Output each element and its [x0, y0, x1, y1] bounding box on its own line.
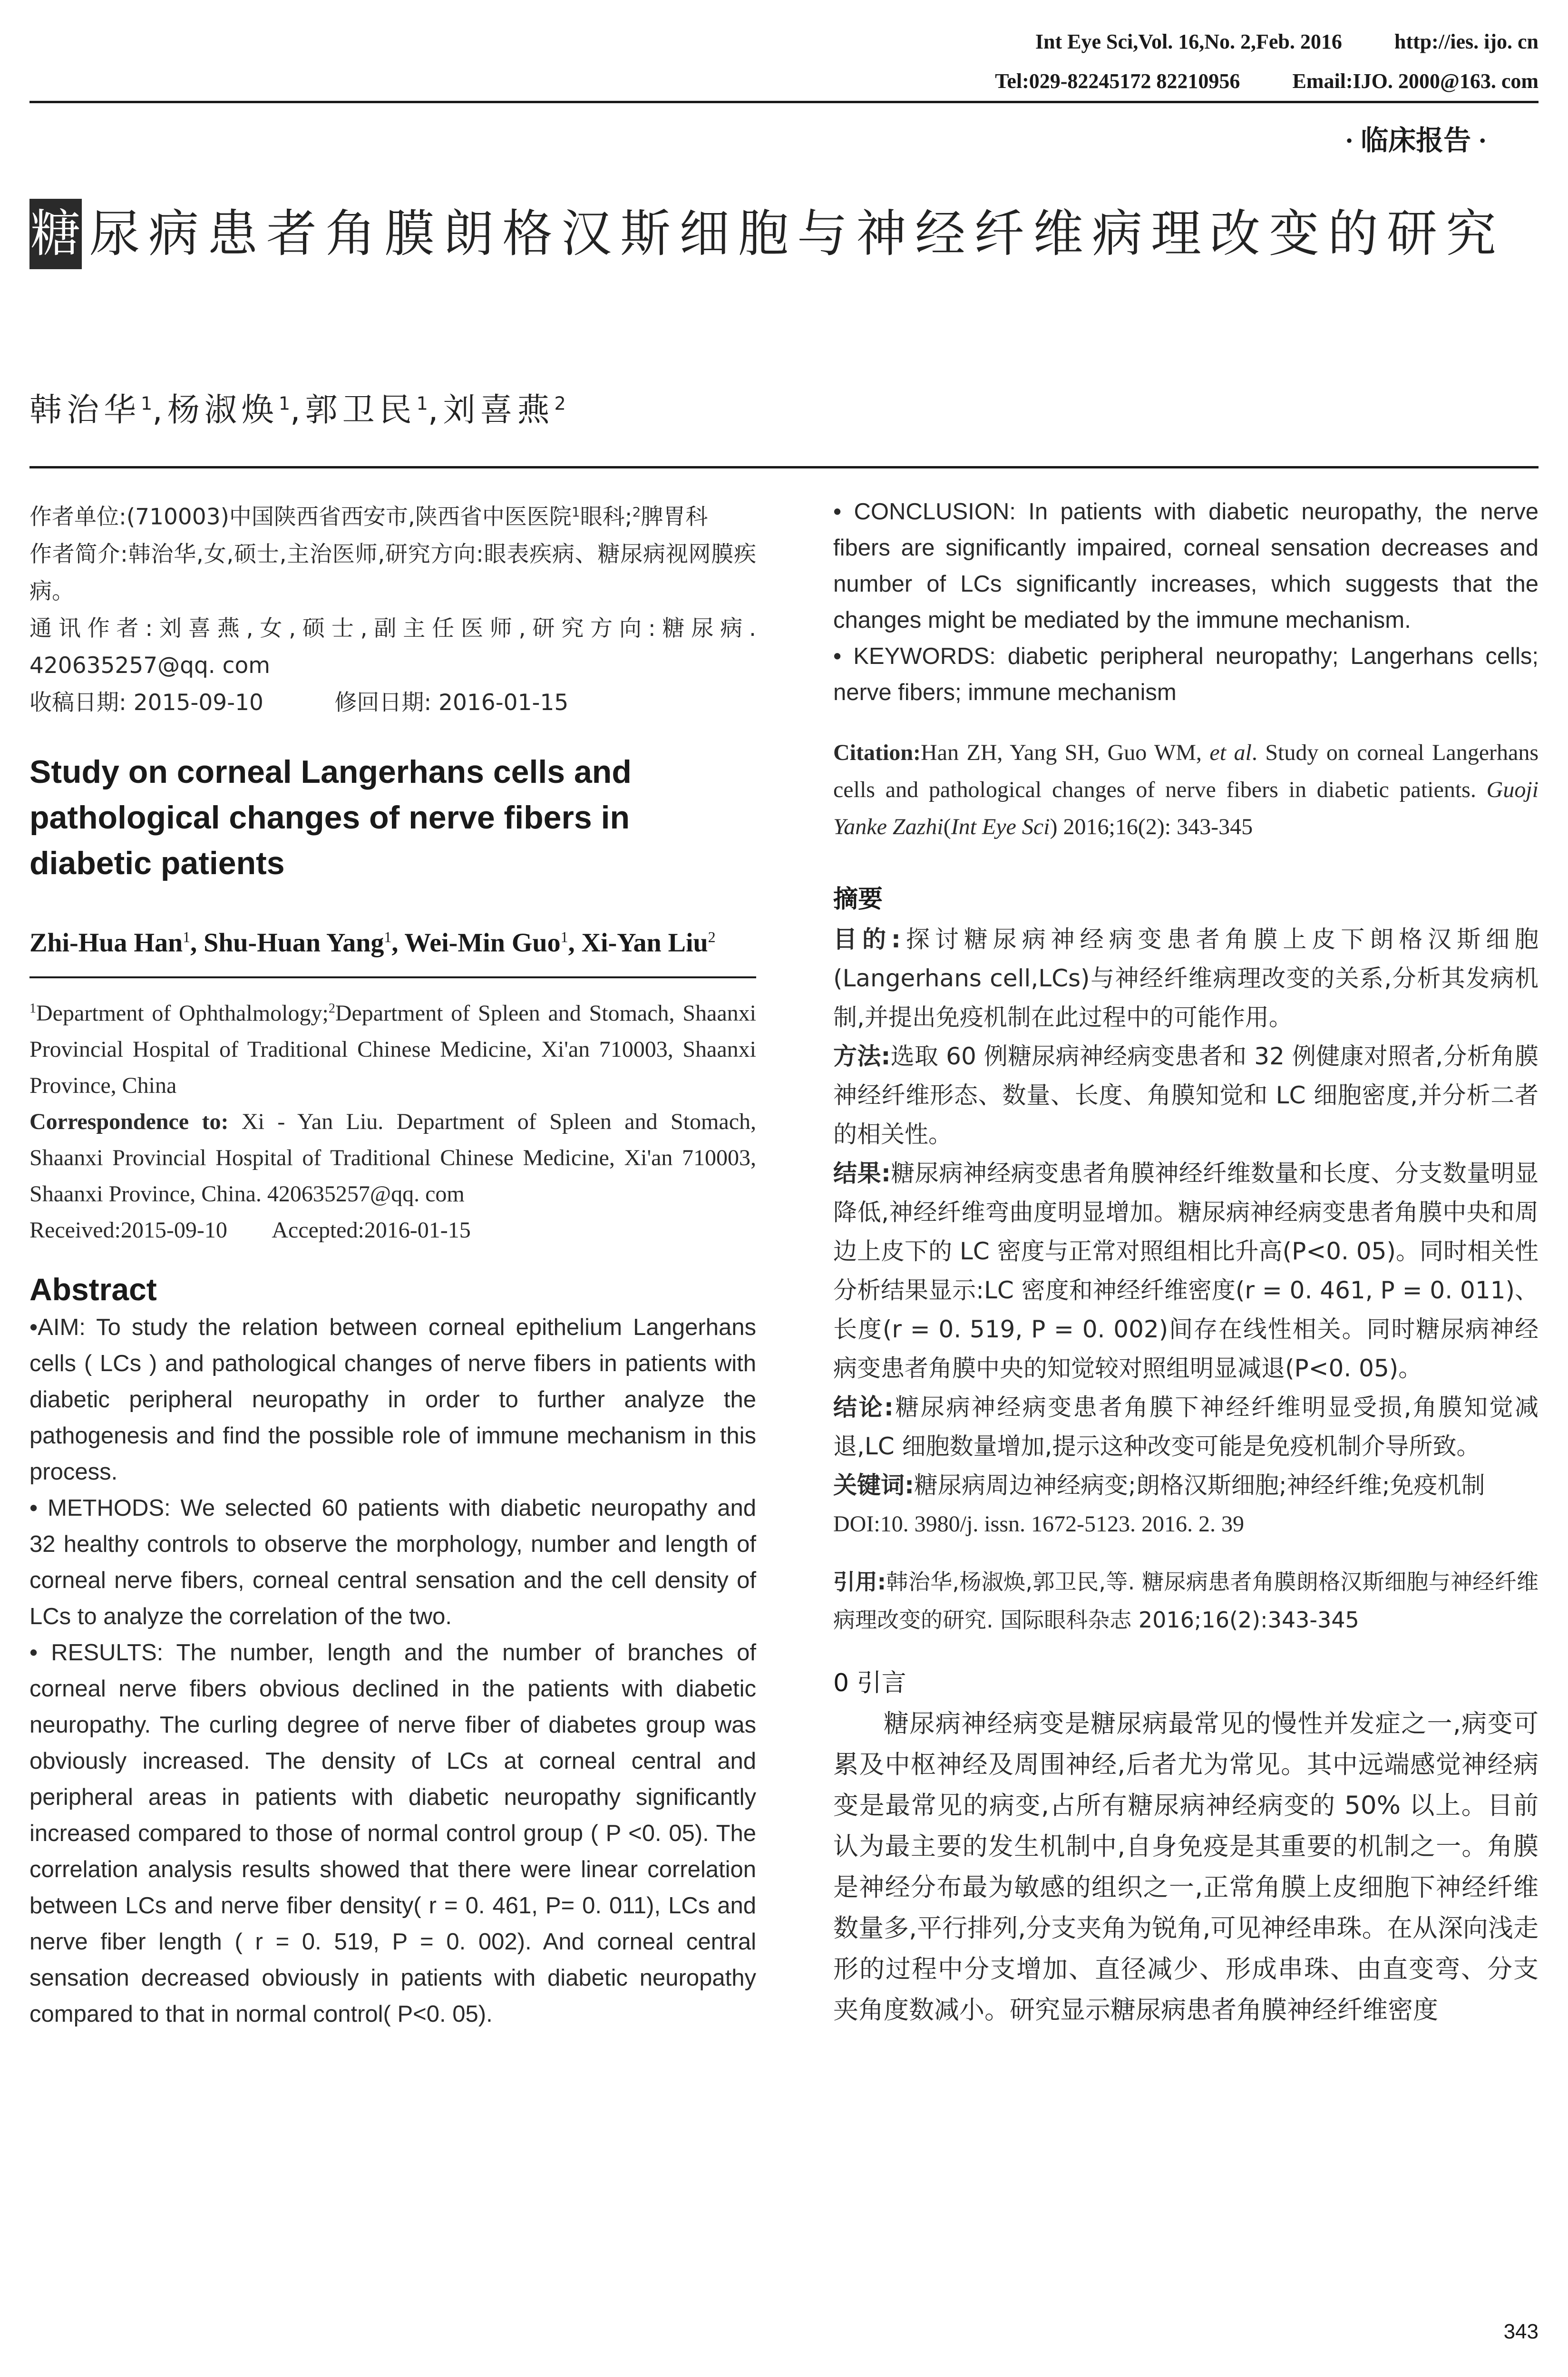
journal-header-line2 — [995, 69, 1539, 93]
author-unit: 作者单位:(710003)中国陕西省西安市,陕西省中医医院$^1$眼科;$^2$脾胃科 — [29, 504, 708, 530]
doi: DOI:10. 3980/j. issn. 1672-5123. 2016. 2. 39 — [833, 1511, 1244, 1537]
cn-abstract-conclusion: 结论:糖尿病神经病变患者角膜下神经纤维明显受损,角膜知觉减退,LC 细胞数量增加,提示这种改变可能是免疫机制介导所致。 — [833, 1393, 1539, 1460]
author-cn: 郭卫民 — [305, 391, 417, 429]
correspondence-en: Correspondence to: Xi - Yan Liu. Department of Spleen and Stomach, Shaanxi Provincial Hospital of Traditional Chinese Medicine, Xi'an 710003, Shaanxi Province, China. 420635257@qq. com — [29, 1109, 757, 1207]
page-number: 343 — [1503, 2320, 1539, 2343]
journal-date: Feb. 2016 — [1256, 30, 1342, 53]
author-bio: 作者简介:韩治华,女,硕士,主治医师,研究方向:眼表疾病、糖尿病视网膜疾病。 — [29, 541, 756, 604]
header-rule — [29, 101, 1539, 103]
journal-url: http://ies. ijo. cn — [1394, 30, 1539, 53]
title-rest: 尿病患者角膜朗格汉斯细胞与神经纤维病理改变的研究 — [89, 205, 1505, 263]
right-column — [833, 494, 1539, 2031]
citation-en: Citation:Han ZH, Yang SH, Guo WM, et al. Study on corneal Langerhans cells and pathological changes of nerve fibers in diabetic patients. Guoji Yanke Zazhi(Int Eye Sci) 2016;16(2): 343-345 — [833, 740, 1539, 839]
cn-abstract-keywords: 关键词:糖尿病周边神经病变;朗格汉斯细胞;神经纤维;免疫机制 — [833, 1471, 1485, 1499]
author-cn: 杨淑焕 — [167, 391, 279, 429]
abstract-aim: •AIM: To study the relation between corneal epithelium Langerhans cells ( LCs ) and pathological changes of nerve fibers in patients with diabetic peripheral neuropathy in order to further analyze the pathogenesis and find the possible role of immune mechanism in this process. — [29, 1315, 756, 1485]
title-first-char: 糖 — [29, 199, 82, 269]
abstract-methods: • METHODS: We selected 60 patients with diabetic neuropathy and 32 healthy controls to observe the morphology, number and length of corneal nerve fibers, corneal central sensation and the cell density of LCs to analyze the correlation of the two. — [29, 1495, 756, 1630]
journal-tel: Tel:029-82245172 82210956 — [995, 69, 1240, 93]
affiliation-rule — [29, 976, 756, 978]
dates-cn — [29, 684, 756, 721]
dates-en — [29, 1212, 756, 1248]
received-date-en: Received:2015-09-10 — [29, 1218, 227, 1243]
journal-issue: No. 2 — [1204, 30, 1251, 53]
author-en: Xi-Yan Liu — [581, 928, 708, 958]
intro-paragraph: 糖尿病神经病变是糖尿病最常见的慢性并发症之一,病变可累及中枢神经及周围神经,后者尤为常见。其中远端感觉神经病变是最常见的病变,占所有糖尿病神经病变的 50% 以上。目前认为最主要的发生机制中,自身免疫是其重要的机制之一。角膜是神经分布最为敏感的组织之一,正常角膜上皮细胞下神经纤维数量多,平行排列,分支夹角为锐角,可见神经串珠。在从深向浅走形的过程中分支增加、直径减少、形成串珠、由直变弯、分支夹角度数减小。研究显示糖尿病患者角膜神经纤维密度 — [833, 1709, 1539, 2025]
abstract-results: • RESULTS: The number, length and the number of branches of corneal nerve fibers obvious declined in the patients with diabetic neuropathy. The curling degree of nerve fiber of diabetes group was obviously increased. The density of LCs at corneal central and peripheral areas in patients with diabetic neuropathy significantly increased compared to those of normal control group ( P <0. 05). The correlation analysis results showed that there were linear correlation between LCs and nerve fiber density( r = 0. 461, P= 0. 011), LCs and nerve fiber length ( r = 0. 519, P = 0. 002). And corneal central sensation decreased obviously in patients with diabetic neuropathy compared to that in normal control( P<0. 05). — [29, 1640, 756, 2027]
abstract-keywords: • KEYWORDS: diabetic peripheral neuropathy; Langerhans cells; nerve fibers; immune mechanism — [833, 643, 1539, 705]
author-cn: 刘喜燕 — [443, 391, 555, 429]
journal-name: Int Eye Sci — [1035, 30, 1133, 53]
authors-cn: 韩治华$^1$,杨淑焕$^1$,郭卫民$^1$,刘喜燕$^2$ — [29, 391, 566, 429]
cn-abstract-results: 结果:糖尿病神经病变患者角膜神经纤维数量和长度、分支数量明显降低,神经纤维弯曲度明显增加。糖尿病神经病变患者角膜中央和周边上皮下的 LC 密度与正常对照组相比升高(P<0. 05)。同时相关性分析结果显示:LC 密度和神经纤维密度(r = 0. 461, P = 0. 011)、长度(r = 0. 519, P = 0. 002)间存在线性相关。同时糖尿病神经病变患者角膜中央的知觉较对照组明显减退(P<0. 05)。 — [833, 1159, 1539, 1382]
author-en: Wei-Min Guo — [404, 928, 561, 958]
journal-email: Email:IJO. 2000@163. com — [1292, 69, 1539, 93]
journal-volume: Vol. 16 — [1138, 30, 1199, 53]
abstract-conclusion: • CONCLUSION: In patients with diabetic neuropathy, the nerve fibers are significantly impaired, corneal sensation decreases and number of LCs significantly increases, which suggests that the changes might be mediated by the immune mechanism. — [833, 499, 1539, 633]
cn-abstract-aim: 目的:探讨糖尿病神经病变患者角膜上皮下朗格汉斯细胞(Langerhans cell,LCs)与神经纤维病理改变的关系,分析其发病机制,并提出免疫机制在此过程中的可能作用。 — [833, 925, 1539, 1031]
article-title-en: Study on corneal Langerhans cells and pathological changes of nerve fibers in diabetic patients — [29, 753, 632, 881]
cn-abstract-methods: 方法:选取 60 例糖尿病神经病变患者和 32 例健康对照者,分析角膜神经纤维形态、数量、长度、角膜知觉和 LC 细胞密度,并分析二者的相关性。 — [833, 1042, 1539, 1148]
title-rule — [29, 466, 1539, 468]
received-date-cn: 收稿日期: 2015-09-10 — [29, 689, 263, 716]
author-en: Shu-Huan Yang — [204, 928, 384, 958]
author-en: Zhi-Hua Han — [29, 928, 183, 958]
citation-cn: 引用:韩治华,杨淑焕,郭卫民,等. 糖尿病患者角膜朗格汉斯细胞与神经纤维病理改变的研究. 国际眼科杂志 2016;16(2):343-345 — [833, 1569, 1539, 1633]
corresponding-author-cn: 通讯作者:刘喜燕,女,硕士,副主任医师,研究方向:糖尿病. 420635257@qq. com — [29, 615, 756, 679]
revised-date-cn: 修回日期: 2016-01-15 — [334, 689, 569, 716]
cn-abstract-heading: 摘要 — [833, 885, 883, 914]
authors-en: Zhi-Hua Han$^1$, Shu-Huan Yang$^1$, Wei-Min Guo$^1$, Xi-Yan Liu$^2$ — [29, 928, 716, 958]
intro-heading: 0 引言 — [833, 1669, 906, 1697]
journal-header-line1: Int Eye Sci,Vol. 16,No. 2,Feb. 2016 http://ies. ijo. cn — [1035, 30, 1539, 53]
abstract-heading: Abstract — [29, 1272, 157, 1307]
affiliation-en: $^1$Department of Ophthalmology;$^2$Department of Spleen and Stomach, Shaanxi Provincial Hospital of Traditional Chinese Medicine, Xi'an 710003, Shaanxi Province, China — [29, 1001, 756, 1099]
section-tag: · 临床报告 · — [1344, 125, 1487, 156]
article-title-cn — [29, 199, 1539, 269]
author-cn: 韩治华 — [29, 391, 141, 429]
accepted-date-en: Accepted:2016-01-15 — [272, 1218, 471, 1243]
left-column — [29, 494, 756, 2032]
